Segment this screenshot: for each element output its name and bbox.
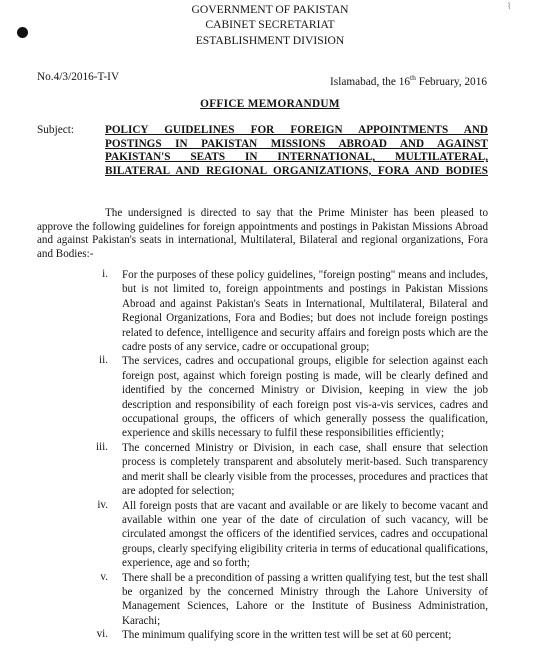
list-item [0, 441, 540, 499]
place-date [330, 71, 487, 89]
memo-title: OFFICE MEMORANDUM [200, 98, 340, 110]
reference-number: No.4/3/2016-T-IV [37, 71, 120, 83]
subject-text [105, 124, 488, 178]
list-item [0, 628, 540, 642]
subject-line: POLICY GUIDELINES FOR FOREIGN APPOINTMENTS AND [105, 124, 488, 136]
corner-mark: ⌇ [507, 1, 512, 11]
item-text: All foreign posts that are vacant and available or are likely to become vacant and available within one year of the date of circulation of such vacancy, will be circulated amongst the officers of the identified services, cadres and occupational groups, clearly specifying eligibility criteria in terms of educational qualifications, experience, age and so forth; [122, 499, 488, 570]
item-text: There shall be a precondition of passing a written qualifying test, but the test shall be organized by the concerned Ministry through the Lahore University of Management Sciences, Lahore or the Institute of Business Administration, Karachi; [122, 571, 488, 627]
list-item [0, 354, 540, 440]
letterhead [0, 2, 540, 48]
list-item [0, 268, 540, 354]
list-item [0, 571, 540, 629]
place-date-suffix: February, 2016 [415, 75, 487, 88]
item-text: For the purposes of these policy guidelines, "foreign posting" means and includes, but is not limited to, foreign appointments and postings in Pakistan Missions Abroad and against Pakistan's Seats in International, Multilateral, Bilateral and Regional Organizations, Fora and Bodies; but does not include foreign postings related to defence, intelligence and security affairs and foreign posts which are the cadre posts of any service, cadre or occupational group; [122, 269, 488, 354]
letterhead-division: ESTABLISHMENT DIVISION [195, 33, 345, 47]
letterhead-government: GOVERNMENT OF PAKISTAN [191, 3, 349, 16]
subject-label: Subject: [37, 124, 75, 136]
item-text: The concerned Ministry or Division, in each case, shall ensure that selection process is completely transparent and absolutely merit-based. Such transparency and merit shall be clearly visible from the processes, procedures and practices that are adopted for selection; [122, 441, 488, 498]
guidelines-list [0, 268, 540, 643]
place-date-prefix: Islamabad, the 16 [330, 75, 411, 88]
subject-line: PAKISTAN'S SEATS IN INTERNATIONAL, MULTILATERAL, [105, 151, 488, 164]
subject-line: BILATERAL AND REGIONAL ORGANIZATIONS, FORA AND BODIES [105, 164, 488, 177]
item-text: The minimum qualifying score in the written test will be set at 60 percent; [122, 629, 452, 642]
date-ordinal-suffix: th [410, 73, 416, 82]
subject-line: POSTINGS IN PAKISTAN MISSIONS ABROAD AND AGAINST [105, 137, 488, 150]
item-numeral: ii. [99, 354, 108, 367]
intro-text: The undersigned is directed to say that the Prime Minister has been pleased to approve the following guidelines for foreign appointments and postings in Pakistan Missions Abroad and against Pakistan's seats in international, Multilateral, Bilateral and regional organizations, Fora and Bodies:- [37, 207, 488, 260]
item-numeral: v. [100, 570, 108, 583]
item-numeral: i. [102, 268, 108, 280]
item-numeral: iv. [97, 498, 108, 511]
letterhead-secretariat: CABINET SECRETARIAT [205, 18, 335, 32]
list-item [0, 499, 540, 571]
intro-paragraph [37, 207, 488, 261]
item-text: The services, cadres and occupational groups, eligible for selection against each foreign post, against which foreign posting is made, will be clearly defined and identified by the concerned Ministry or Division, keeping in view the job description and responsibility of each foreign post vis-a-vis services, cadres and occupational groups, the officers of which generally possess the qualification, experience and skills necessary to fulfil these responsibilities efficiently; [122, 355, 488, 440]
item-numeral: iii. [95, 440, 108, 453]
item-numeral: vi. [96, 628, 108, 641]
